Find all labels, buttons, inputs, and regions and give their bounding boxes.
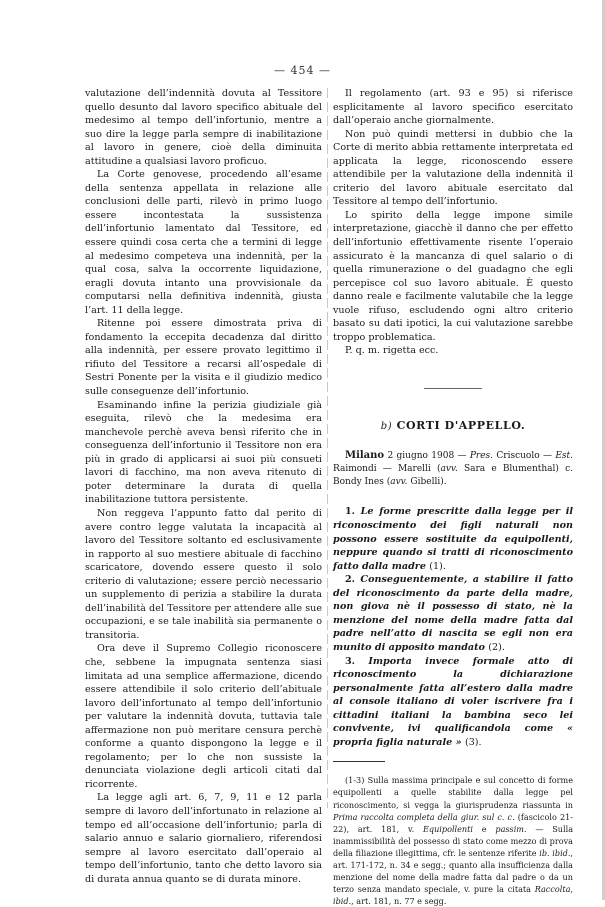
paragraph: La Corte genovese, procedendo all’esame della sentenza appellata in relazione alle conclusioni delle parti, rilevò in primo luogo essere incontestata la sussistenza dell’infortunio lamentato dal Tessitore, ed essere quindi cosa certa che a termini di legge al medesimo competeva una indennità, per la qual cosa, salva la occorrente liquidazione, eragli dovuta intanto una provvisionale da computarsi nella definitiva indennità, giusta l’art. 11 della legge. <box>85 169 322 316</box>
pres-label: Pres. <box>469 451 494 462</box>
case-header <box>333 449 573 489</box>
footnote-segment: , art. 171-172, n. 34 e segg.; quanto alla insufficienza dalla menzione del nome della madre fatta dal padre o da un terzo senza mandato speciale, v. pure la citata <box>333 847 573 895</box>
paragraph: Non reggeva l’appunto fatto dal perito di avere contro legge valutata la incapacità al lavoro del Tessitore soltanto ed esclusivamente in rapporto al suo mestiere abituale di facchino scaricatore, dovendo essere questo il solo criterio di valutazione; essere perciò necessario un supplemento di perizia a stabilire la durata dell’inabilità del Tessitore per attendere alle sue occupazioni, e se tale inabilità sia permanente o transitoria. <box>85 507 322 641</box>
maxim <box>333 505 573 573</box>
section-title: CORTI D'APPELLO. <box>396 418 526 432</box>
paragraph: Non può quindi mettersi in dubbio che la Corte di merito abbia rettamente interpretata ed applicata la legge, riconoscendo essere attendibile per la valutazione della indennità il criterio del lavoro abituale esercitato dal Tessitore al tempo dell’infortunio. <box>333 128 573 208</box>
paragraph: Ritenne poi essere dimostrata priva di fondamento la eccepita decadenza dal diritto alla indennità, per essere provato legittimo il rifiuto del Tessitore a recarsi all’ospedale di Sestri Ponente per la visita e il giudizio medico sulle conseguenze dell’infortunio. <box>85 318 322 398</box>
footnote-segment: e <box>472 823 496 834</box>
avv-names: Gibelli). <box>407 477 447 488</box>
avv-names: Sara e Blumenthal) c. Bondy Ines ( <box>333 464 573 488</box>
paragraph: Il regolamento (art. 93 e 95) si riferisce esplicitamente al lavoro specifico esercitato dall’operaio anche giornalmente. <box>333 88 573 127</box>
footnote-citation: Prima raccolta completa della giur. sul c. c. <box>333 811 515 822</box>
section-letter: b) <box>380 420 393 432</box>
page-number: — 454 — <box>274 64 331 77</box>
footnote-ref: (3). <box>464 736 482 748</box>
footnote-citation: ib. ibid. <box>539 847 571 858</box>
footnote-segment: (fascicolo 21-22), art. 181, v. <box>333 811 573 834</box>
maxims-list <box>333 505 573 749</box>
case-city: Milano <box>345 450 385 462</box>
footnote <box>333 774 573 907</box>
footnote-text <box>333 774 573 907</box>
avv-label: avv. <box>390 477 408 488</box>
paragraph: P. q. m. rigetta ecc. <box>345 345 439 357</box>
est-label: Est. <box>555 451 573 462</box>
maxim-text: Importa invece formale atto di riconoscimento la dichiarazione personalmente fatta all’estero dalla madre al console italiano di voler iscrivere fra i cittadini italiani la bambina seco lei convivente, ivi qualificandola come « propria figlia naturale » <box>333 655 573 748</box>
footnote-segment: (1-3) Sulla massima principale e sul concetto di forme equipollenti a quelle stabilite dalla legge pel riconoscimento, si vegga la giurisprudenza riassunta in <box>333 775 573 810</box>
footnote-rule <box>333 761 385 762</box>
footnote-citation: passim. <box>495 823 527 834</box>
maxim-text: Le forme prescritte dalla legge per il riconoscimento dei figli naturali non possono essere sostituite da equipollenti, neppure quando si tratti di riconoscimento fatto dalla madre <box>333 506 573 572</box>
maxim-number: 2. <box>345 574 356 586</box>
maxim <box>333 573 573 654</box>
footnote-segment: , art. 181, n. 77 e segg. <box>351 896 447 907</box>
footnote-ref: (2). <box>488 641 505 653</box>
maxim-number: 1. <box>345 506 356 518</box>
maxim-text: Conseguentemente, a stabilire il fatto del riconoscimento da parte della madre, non giova nè il possesso di stato, nè la menzione del nome della madre fatta dal padre nell’atto di nascita se egli non era munito di apposito mandato <box>333 574 573 653</box>
footnote-citation: Raccolta, ibid. <box>333 884 573 907</box>
est-name: Raimondi — Marelli ( <box>333 464 441 475</box>
footnote-citation: Equipollenti <box>423 823 473 834</box>
footnote-ref: (1). <box>429 560 446 572</box>
paragraph: La legge agli art. 6, 7, 9, 11 e 12 parla sempre di lavoro dell’infortunato in relazione al tempo ed all’occasione dell’infortunio; parla di salario annuo e salario giornaliero, riferendosi sempre al lavoro esercitato dall’operaio al tempo dell’infortunio, tanto che detto lavoro sia di durata annua quanto se di durata minore. <box>85 792 322 885</box>
footnote-segment: — Sulla inammissibilità del possesso di stato come mezzo di prova della filiazione illegittima, cfr. le sentenze riferite <box>333 823 574 858</box>
paragraph: Lo spirito della legge impone simile interpretazione, giacchè il danno che per effetto dell’infortunio effettivamente risente l’operaio assicurato è la mancanza di quel salario o di quella rimunerazione o del guadagno che egli percepisce col suo lavoro abituale. È questo danno reale e facilmente valutabile che la legge vuole rifuso, escludendo ogni altro criterio basato su dati ipotici, la cui valutazione sarebbe troppo problematica. <box>333 209 573 343</box>
paragraph: Esaminando infine la perizia giudiziale già eseguita, rilevò che la medesima era manchevole perchè aveva bensì riferito che in conseguenza dell’infortunio il Tessitore non era più in grado di applicarsi ai suoi più consueti lavori di facchino, ma non aveva ritenuto di poter determinare la durata di quella inabilitazione tuttora persistente. <box>85 399 322 506</box>
maxim-number: 3. <box>345 655 356 667</box>
case-date: 2 giugno 1908 — <box>384 451 470 462</box>
left-column <box>85 87 322 886</box>
paragraph: Ora deve il Supremo Collegio riconoscere che, sebbene la impugnata sentenza siasi limitata ad una semplice affermazione, dicendo essere attendibile il solo criterio dell’abituale lavoro dell’infortunato al tempo dell’infortunio per valutare la indennità dovuta, tuttavia tale affermazione non può meritare censura perchè conforme a quanto dispongono la legge e il regolamento; per lo che non sussiste la denunciata violazione degli articoli citati dal ricorrente. <box>85 643 322 790</box>
column-divider <box>327 88 328 808</box>
paragraph: valutazione dell’indennità dovuta al Tessitore quello desunto dal lavoro specifico abituale del medesimo al tempo dell’infortunio, mentre a suo dire la legge parla sempre di inabilitazione al lavoro in genere, cioè della diminuita attitudine a qualsiasi lavoro proficuo. <box>85 88 322 167</box>
section-separator-rule <box>424 388 482 389</box>
avv-label: avv. <box>440 464 458 475</box>
maxim <box>333 655 573 750</box>
right-column <box>333 87 573 907</box>
pres-name: Criscuolo — <box>493 451 556 462</box>
section-heading <box>333 419 573 434</box>
